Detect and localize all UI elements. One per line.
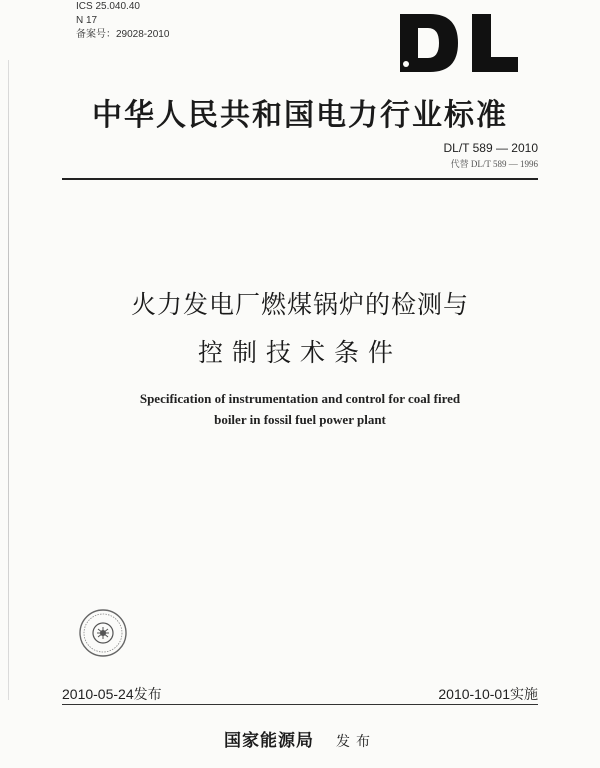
footer-rule xyxy=(62,704,538,705)
issuer-line xyxy=(0,726,600,751)
title-english-line-2: boiler in fossil fuel power plant xyxy=(214,412,386,427)
dl-logo xyxy=(400,12,540,79)
standard-number: DL/T 589 — 2010 xyxy=(443,141,538,155)
classification-block xyxy=(76,0,169,42)
title-chinese-line-2: 控制技术条件 xyxy=(197,338,402,367)
issuer-name: 国家能源局 xyxy=(224,731,314,750)
official-seal xyxy=(78,608,128,663)
title-chinese-line-1: 火力发电厂燃煤锅炉的检测与 xyxy=(130,290,469,319)
dl-logo-graphic xyxy=(400,12,540,74)
ccs-code: N 17 xyxy=(76,15,98,26)
issuer-verb: 发布 xyxy=(336,733,376,749)
page-edge-line xyxy=(8,60,9,700)
ics-code: ICS 25.040.40 xyxy=(76,1,140,12)
standard-category-title: 中华人民共和国电力行业标准 xyxy=(92,98,508,133)
title-english xyxy=(0,388,600,430)
seal-icon xyxy=(78,608,128,658)
issue-date: 2010-05-24发布 xyxy=(62,686,162,702)
header-rule xyxy=(62,178,538,180)
replaces-standard: 代替 DL/T 589 — 1996 xyxy=(450,159,538,169)
filing-number: 备案号：29028-2010 xyxy=(76,29,170,40)
effective-date: 2010-10-01实施 xyxy=(438,686,538,702)
title-english-line-1: Specification of instrumentation and control for coal fired xyxy=(139,391,461,406)
